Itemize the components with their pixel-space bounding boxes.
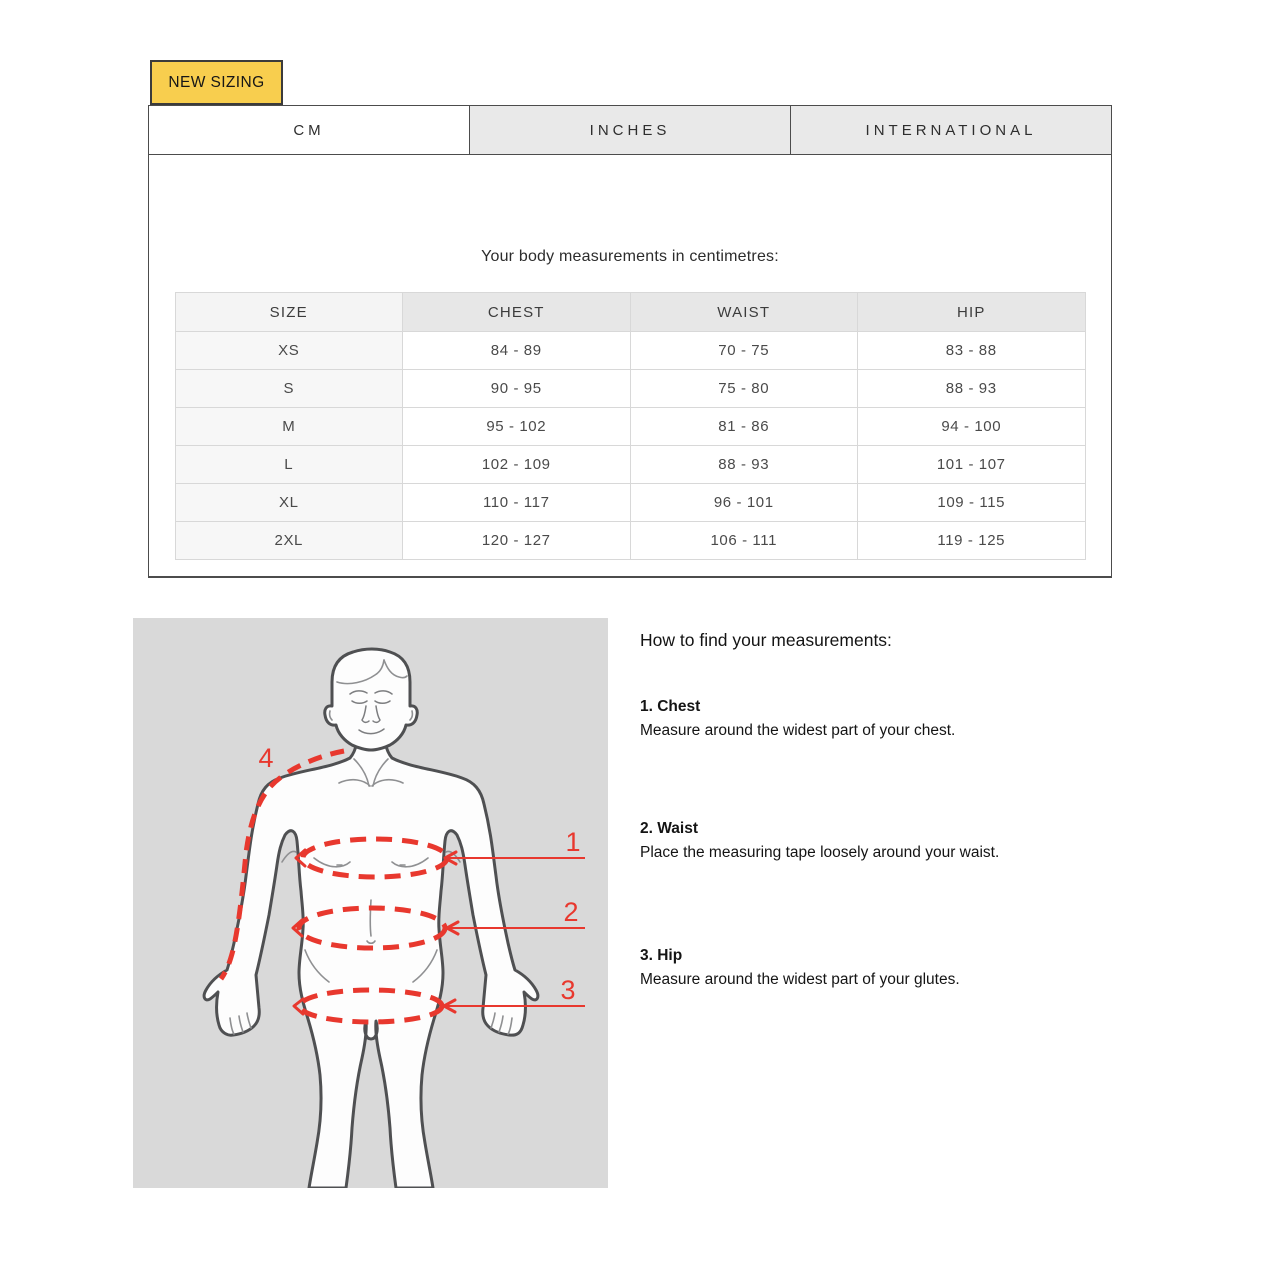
instruction-text: Measure around the widest part of your chest. (640, 722, 956, 739)
instruction-title: 1. Chest (640, 698, 701, 715)
table-row (175, 332, 1085, 370)
size-cell: XL (175, 484, 403, 522)
chest-cell: 102 - 109 (403, 446, 631, 484)
table-row (175, 370, 1085, 408)
column-header-chest: CHEST (403, 293, 631, 332)
marker-number-waist: 2 (563, 897, 579, 927)
tab-international[interactable]: INTERNATIONAL (791, 106, 1111, 154)
instruction-waist (640, 819, 1200, 862)
hip-cell: 88 - 93 (858, 370, 1086, 408)
column-header-hip: HIP (858, 293, 1086, 332)
hip-cell: 109 - 115 (858, 484, 1086, 522)
hip-cell: 94 - 100 (858, 408, 1086, 446)
size-cell: 2XL (175, 522, 403, 560)
waist-cell: 75 - 80 (630, 370, 858, 408)
instruction-title: 2. Waist (640, 820, 698, 837)
marker-number-arm: 4 (258, 743, 274, 773)
marker-number-hip: 3 (560, 975, 576, 1005)
instructions-panel (640, 630, 1200, 989)
unit-tabs (149, 106, 1111, 155)
hip-cell: 83 - 88 (858, 332, 1086, 370)
size-cell: S (175, 370, 403, 408)
instruction-hip (640, 946, 1200, 989)
instruction-chest (640, 697, 1200, 740)
chest-cell: 90 - 95 (403, 370, 631, 408)
table-title: Your body measurements in centimetres: (481, 248, 779, 265)
tab-cm[interactable]: CM (149, 106, 470, 154)
waist-cell: 70 - 75 (630, 332, 858, 370)
waist-cell: 81 - 86 (630, 408, 858, 446)
size-cell: XS (175, 332, 403, 370)
body-figure (204, 724, 538, 1188)
chest-cell: 95 - 102 (403, 408, 631, 446)
marker-number-chest: 1 (565, 827, 581, 857)
table-row (175, 484, 1085, 522)
instruction-text: Measure around the widest part of your glutes. (640, 971, 960, 988)
table-row (175, 408, 1085, 446)
body-measurement-diagram (133, 618, 608, 1188)
waist-cell: 106 - 111 (630, 522, 858, 560)
hip-chevron-icon (294, 999, 303, 1014)
size-guide-panel (148, 105, 1112, 578)
head-figure (325, 649, 417, 750)
waist-cell: 88 - 93 (630, 446, 858, 484)
waist-cell: 96 - 101 (630, 484, 858, 522)
table-row (175, 522, 1085, 560)
new-sizing-badge: NEW SIZING (150, 60, 283, 105)
hip-cell: 101 - 107 (858, 446, 1086, 484)
hip-cell: 119 - 125 (858, 522, 1086, 560)
instruction-title: 3. Hip (640, 947, 683, 964)
size-table (175, 292, 1086, 560)
instructions-heading: How to find your measurements: (640, 630, 892, 650)
tab-inches[interactable]: INCHES (470, 106, 791, 154)
chest-cell: 84 - 89 (403, 332, 631, 370)
size-cell: M (175, 408, 403, 446)
column-header-waist: WAIST (630, 293, 858, 332)
column-header-size: SIZE (175, 293, 403, 332)
body-figure-svg (133, 618, 608, 1188)
chest-cell: 110 - 117 (403, 484, 631, 522)
size-cell: L (175, 446, 403, 484)
chest-cell: 120 - 127 (403, 522, 631, 560)
instruction-text: Place the measuring tape loosely around your waist. (640, 844, 1000, 861)
table-row (175, 446, 1085, 484)
table-header-row (175, 293, 1085, 332)
